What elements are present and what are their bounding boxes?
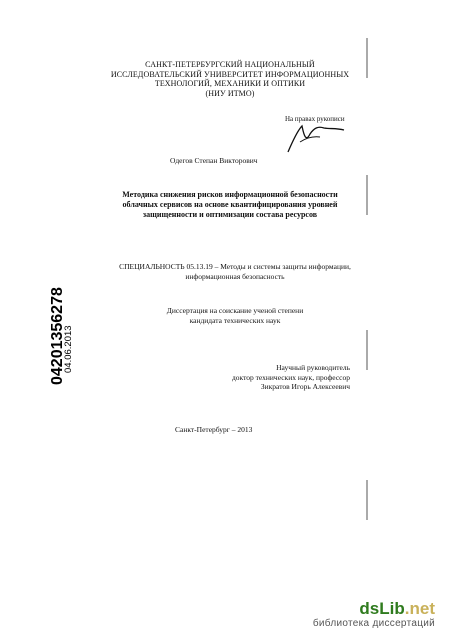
logo-part-net: .net	[404, 599, 435, 618]
library-stamp-code: 04201356278	[49, 287, 66, 385]
logo-part-lib: Lib	[379, 599, 405, 618]
thesis-title	[95, 190, 365, 220]
dslib-watermark	[313, 600, 435, 629]
title-line: облачных сервисов на основе квантифицирования уровней	[122, 200, 338, 209]
institution-line: ТЕХНОЛОГИЙ, МЕХАНИКИ И ОПТИКИ	[154, 79, 306, 88]
supervisor-line: Научный руководитель	[276, 363, 350, 372]
library-stamp-date: 04.06.2013	[63, 325, 74, 373]
title-line: защищенности и оптимизации состава ресурсов	[142, 210, 318, 219]
institution-line: САНКТ-ПЕТЕРБУРГСКИЙ НАЦИОНАЛЬНЫЙ	[145, 60, 315, 69]
degree-line: кандидата технических наук	[189, 315, 281, 325]
logo-part-ds: ds	[359, 599, 380, 618]
degree-line: Диссертация на соискание ученой степени	[166, 306, 304, 315]
scan-edge-mark	[365, 38, 369, 78]
dissertation-degree	[120, 306, 350, 325]
handwritten-signature	[280, 116, 350, 156]
dslib-logo	[313, 600, 435, 618]
watermark-subtitle: библиотека диссертаций	[312, 618, 435, 629]
rights-note: На правах рукописи	[285, 115, 345, 123]
institution-line: ИССЛЕДОВАТЕЛЬСКИЙ УНИВЕРСИТЕТ ИНФОРМАЦИОННЫХ	[110, 69, 350, 79]
author-name: Одегов Степан Викторович	[170, 156, 258, 165]
scan-edge-mark	[365, 480, 369, 520]
institution-name	[100, 60, 360, 98]
specialty-line: информационная безопасность	[185, 271, 285, 281]
scan-edge-mark	[365, 330, 369, 370]
city-year: Санкт-Петербург – 2013	[175, 425, 253, 434]
scan-edge-mark	[365, 175, 369, 215]
specialty-line: СПЕЦИАЛЬНОСТЬ 05.13.19 – Методы и системы защиты информации,	[119, 262, 351, 271]
scientific-supervisor	[220, 363, 350, 392]
institution-line: (НИУ ИТМО)	[205, 88, 255, 98]
supervisor-line: доктор технических наук, профессор	[231, 372, 350, 382]
title-line: Методика снижения рисков информационной безопасности	[122, 190, 338, 199]
supervisor-line: Зикратов Игорь Алексеевич	[260, 382, 350, 391]
specialty	[100, 262, 370, 281]
